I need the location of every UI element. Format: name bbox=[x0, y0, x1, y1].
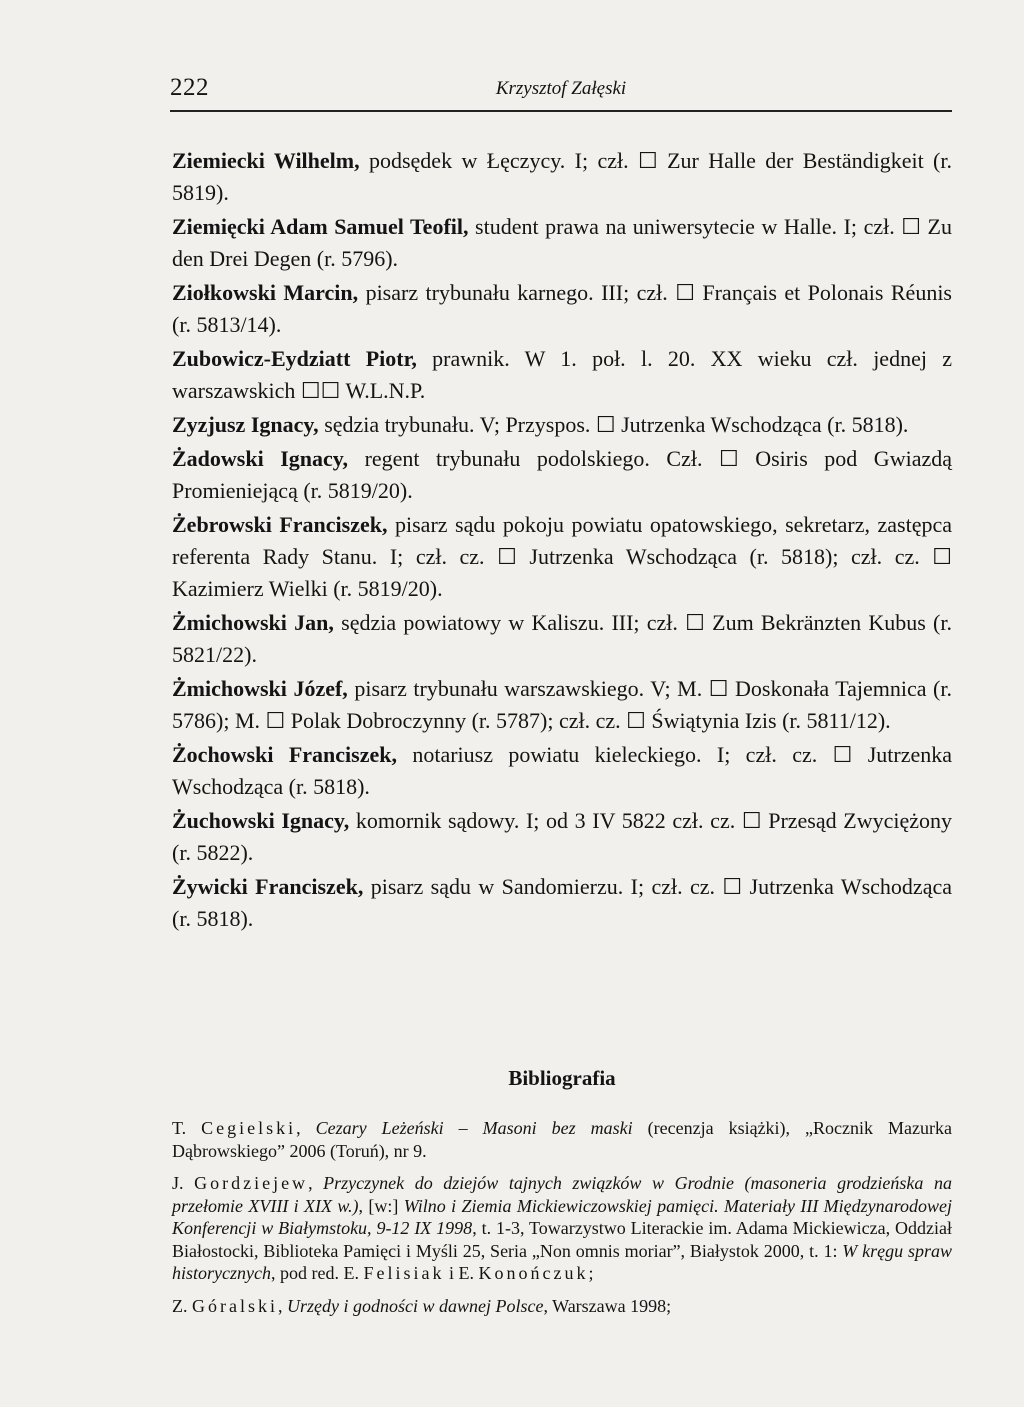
citation-text: , pod red. E. bbox=[270, 1263, 364, 1283]
work-title: Urzędy i godności w dawnej Polsce bbox=[287, 1295, 544, 1316]
entry-name: Żuchowski Ignacy, bbox=[172, 808, 350, 833]
list-item bbox=[172, 607, 952, 671]
bibliography-item bbox=[172, 1295, 952, 1318]
work-title: Cezary Leżeński – Masoni bez maski bbox=[315, 1118, 633, 1138]
bibliography-item bbox=[172, 1117, 952, 1162]
bibliography-list bbox=[172, 1117, 952, 1327]
entry-text: regent trybunału podolskiego. Czł. ☐ Osiris pod Gwiazdą Promieniejącą (r. 5819/20). bbox=[172, 446, 952, 503]
entry-text: prawnik. W 1. poł. l. 20. XX wieku czł. jednej z warszawskich ☐☐ W.L.N.P. bbox=[172, 346, 952, 403]
page-header bbox=[170, 72, 952, 112]
entry-list bbox=[172, 145, 952, 937]
separator: , bbox=[278, 1295, 287, 1316]
entry-name: Ziołkowski Marcin, bbox=[172, 280, 359, 305]
entry-text: notariusz powiatu kieleckiego. I; czł. cz. ☐ Jutrzenka Wschodząca (r. 5818). bbox=[172, 742, 952, 799]
editor-name: Felisiak bbox=[363, 1263, 445, 1283]
citation-rest: ; bbox=[588, 1263, 594, 1283]
author-initial: Z. bbox=[172, 1295, 192, 1316]
entry-name: Żebrowski Franciszek, bbox=[172, 512, 388, 537]
bibliography-item bbox=[172, 1172, 952, 1285]
citation-rest: , Warszawa 1998; bbox=[543, 1295, 672, 1316]
author-name: Cegielski bbox=[201, 1118, 297, 1138]
entry-name: Żadowski Ignacy, bbox=[172, 446, 349, 471]
citation-rest: (recenzja książki), „Rocznik Mazurka Dąbrowskiego” 2006 (Toruń), nr 9. bbox=[172, 1118, 952, 1161]
list-item bbox=[172, 871, 952, 935]
list-item bbox=[172, 805, 952, 869]
page-number: 222 bbox=[170, 74, 209, 101]
entry-name: Zubowicz-Eydziatt Piotr, bbox=[172, 346, 417, 371]
entry-name: Zyzjusz Ignacy, bbox=[172, 412, 319, 437]
entry-name: Żochowski Franciszek, bbox=[172, 742, 397, 767]
entry-text: pisarz trybunału warszawskiego. V; M. ☐ Doskonała Tajemnica (r. 5786); M. ☐ Polak Dobroczynny (r. 5787); czł. cz. ☐ Świątynia Izis (r. 5811/12). bbox=[172, 676, 952, 733]
list-item bbox=[172, 145, 952, 209]
citation-text: , t. 1-3, Towarzystwo Literackie im. Adama Mickiewicza, Oddział Białostocki, Biblioteka Pamięci i Myśli 25, Seria „Non omnis moriar”, Białystok 2000, t. 1: bbox=[172, 1218, 952, 1261]
entry-text: pisarz sądu pokoju powiatu opatowskiego, sekretarz, zastępca referenta Rady Stanu. I; czł. cz. ☐ Jutrzenka Wschodząca (r. 5818); czł. cz. ☐ Kazimierz Wielki (r. 5819/20). bbox=[172, 512, 952, 601]
entry-text: podsędek w Łęczycy. I; czł. ☐ Zur Halle der Beständigkeit (r. 5819). bbox=[172, 148, 952, 205]
list-item bbox=[172, 673, 952, 737]
citation-text: , [w:] bbox=[358, 1195, 404, 1216]
entry-text: sędzia powiatowy w Kaliszu. III; czł. ☐ Zum Bekränzten Kubus (r. 5821/22). bbox=[172, 610, 952, 667]
list-item bbox=[172, 211, 952, 275]
editor-name: Konończuk bbox=[478, 1263, 589, 1283]
separator: , bbox=[308, 1173, 324, 1193]
entry-name: Żywicki Franciszek, bbox=[172, 874, 364, 899]
author-initial: J. bbox=[172, 1173, 195, 1193]
list-item bbox=[172, 343, 952, 407]
entry-name: Ziemiecki Wilhelm, bbox=[172, 148, 360, 173]
entry-name: Żmichowski Jan, bbox=[172, 610, 334, 635]
separator: , bbox=[296, 1118, 316, 1138]
list-item bbox=[172, 409, 952, 441]
entry-name: Żmichowski Józef, bbox=[172, 676, 348, 701]
list-item bbox=[172, 739, 952, 803]
entry-text: pisarz sądu w Sandomierzu. I; czł. cz. ☐ Jutrzenka Wschodząca (r. 5818). bbox=[172, 874, 952, 931]
entry-text: komornik sądowy. I; od 3 IV 5822 czł. cz. ☐ Przesąd Zwyciężony (r. 5822). bbox=[172, 808, 952, 865]
bibliography-heading: Bibliografia bbox=[508, 1066, 616, 1090]
entry-name: Ziemięcki Adam Samuel Teofil, bbox=[172, 214, 469, 239]
entry-text: student prawa na uniwersytecie w Halle. I; czł. ☐ Zu den Drei Degen (r. 5796). bbox=[172, 214, 952, 271]
running-head: Krzysztof Załęski bbox=[495, 78, 627, 99]
citation-text: i E. bbox=[444, 1263, 479, 1283]
volume-subtitle: W kręgu spraw historycznych bbox=[172, 1240, 952, 1283]
work-title: Przyczynek do dziejów tajnych związków w Grodnie (masoneria grodzieńska na przełomie XVIII i XIX w.) bbox=[172, 1173, 952, 1216]
list-item bbox=[172, 277, 952, 341]
volume-title: Wilno i Ziemia Mickiewiczowskiej pamięci. Materiały III Międzynarodowej Konferencji w Białymstoku, 9-12 IX 1998 bbox=[172, 1195, 952, 1238]
author-name: Gordziejew bbox=[194, 1173, 309, 1193]
author-initial: T. bbox=[172, 1118, 202, 1138]
author-name: Góralski bbox=[192, 1295, 278, 1316]
entry-text: pisarz trybunału karnego. III; czł. ☐ Français et Polonais Réunis (r. 5813/14). bbox=[172, 280, 952, 337]
list-item bbox=[172, 509, 952, 605]
entry-text: sędzia trybunału. V; Przyspos. ☐ Jutrzenka Wschodząca (r. 5818). bbox=[318, 412, 909, 437]
list-item bbox=[172, 443, 952, 507]
